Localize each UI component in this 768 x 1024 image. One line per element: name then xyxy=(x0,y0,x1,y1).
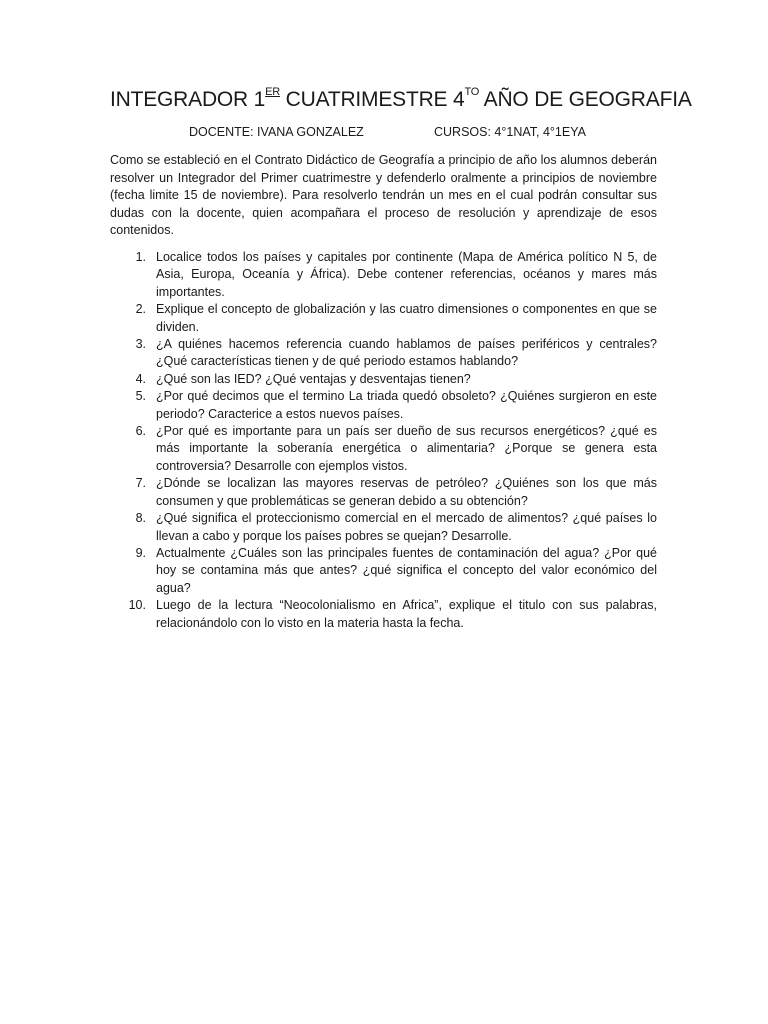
question-item xyxy=(110,510,657,545)
question-item xyxy=(110,371,657,388)
title-part-2: CUATRIMESTRE 4 xyxy=(280,88,465,111)
question-text: ¿Por qué es importante para un país ser dueño de sus recursos energéticos? ¿qué es más importante la soberanía energética o alimentaria? ¿Porque se genera esta controversia? Desarrolle con ejemplos vistos. xyxy=(156,424,657,473)
intro-paragraph: Como se estableció en el Contrato Didáctico de Geografía a principio de año los alumnos deberán resolver un Integrador del Primer cuatrimestre y defenderlo oralmente a principios de noviembre (fecha limite 15 de noviembre). Para resolverlo tendrán un mes en el cual podrán consultar sus dudas con la docente, quien acompañara el proceso de resolución y aprendizaje de esos contenidos. xyxy=(110,153,657,237)
question-number: 8. xyxy=(135,511,146,526)
question-item xyxy=(110,249,657,301)
question-text: Explique el concepto de globalización y las cuatro dimensiones o componentes en que se dividen. xyxy=(156,302,657,334)
question-text: ¿Por qué decimos que el termino La triada quedó obsoleto? ¿Quiénes surgieron en este periodo? Caracterice a estos nuevos países. xyxy=(156,389,657,421)
question-item xyxy=(110,301,657,336)
question-number: 6. xyxy=(135,424,146,439)
question-item xyxy=(110,388,657,423)
question-number: 10. xyxy=(128,598,146,613)
title-superscript-1: ER xyxy=(265,86,281,98)
question-text: ¿Dónde se localizan las mayores reservas de petróleo? ¿Quiénes son los que más consumen y que problemáticas se generan debido a su obtención? xyxy=(156,476,657,508)
title-part-3: AÑO DE GEOGRAFIA xyxy=(479,88,692,111)
question-number: 4. xyxy=(135,371,146,386)
question-text: Localice todos los países y capitales por continente (Mapa de América político N 5, de Asia, Europa, Oceanía y África). Debe contener referencias, océanos y mares más importantes. xyxy=(156,250,657,299)
question-number: 2. xyxy=(135,302,146,317)
question-number: 1. xyxy=(135,250,146,264)
question-item xyxy=(110,475,657,510)
question-text: ¿A quiénes hacemos referencia cuando hablamos de países periféricos y centrales? ¿Qué características tienen y de qué periodo estamos hablando? xyxy=(156,337,657,369)
question-number: 7. xyxy=(135,476,146,491)
question-text: ¿Qué significa el proteccionismo comercial en el mercado de alimentos? ¿qué países lo llevan a cabo y porque los países pobres se quejan? Desarrolle. xyxy=(156,511,657,543)
question-item xyxy=(110,545,657,597)
teacher-name: DOCENTE: IVANA GONZALEZ xyxy=(189,125,364,139)
question-item xyxy=(110,423,657,475)
title-superscript-2: TO xyxy=(464,86,480,98)
question-number: 5. xyxy=(135,389,146,404)
question-number: 9. xyxy=(135,545,146,560)
question-number: 3. xyxy=(135,337,146,352)
question-item xyxy=(110,597,657,632)
question-item xyxy=(110,336,657,371)
courses-label: CURSOS: 4°1NAT, 4°1EYA xyxy=(434,125,586,139)
questions-list xyxy=(110,249,657,632)
question-text: Luego de la lectura “Neocolonialismo en Africa”, explique el titulo con sus palabras, relacionándolo con lo visto en la materia hasta la fecha. xyxy=(156,598,657,630)
title-part-1: INTEGRADOR 1 xyxy=(110,88,266,111)
question-text: Actualmente ¿Cuáles son las principales fuentes de contaminación del agua? ¿Por qué hoy se contamina más que antes? ¿qué significa el concepto del valor económico del agua? xyxy=(156,545,657,595)
question-text: ¿Qué son las IED? ¿Qué ventajas y desventajas tienen? xyxy=(156,371,471,386)
document-title xyxy=(110,86,692,114)
